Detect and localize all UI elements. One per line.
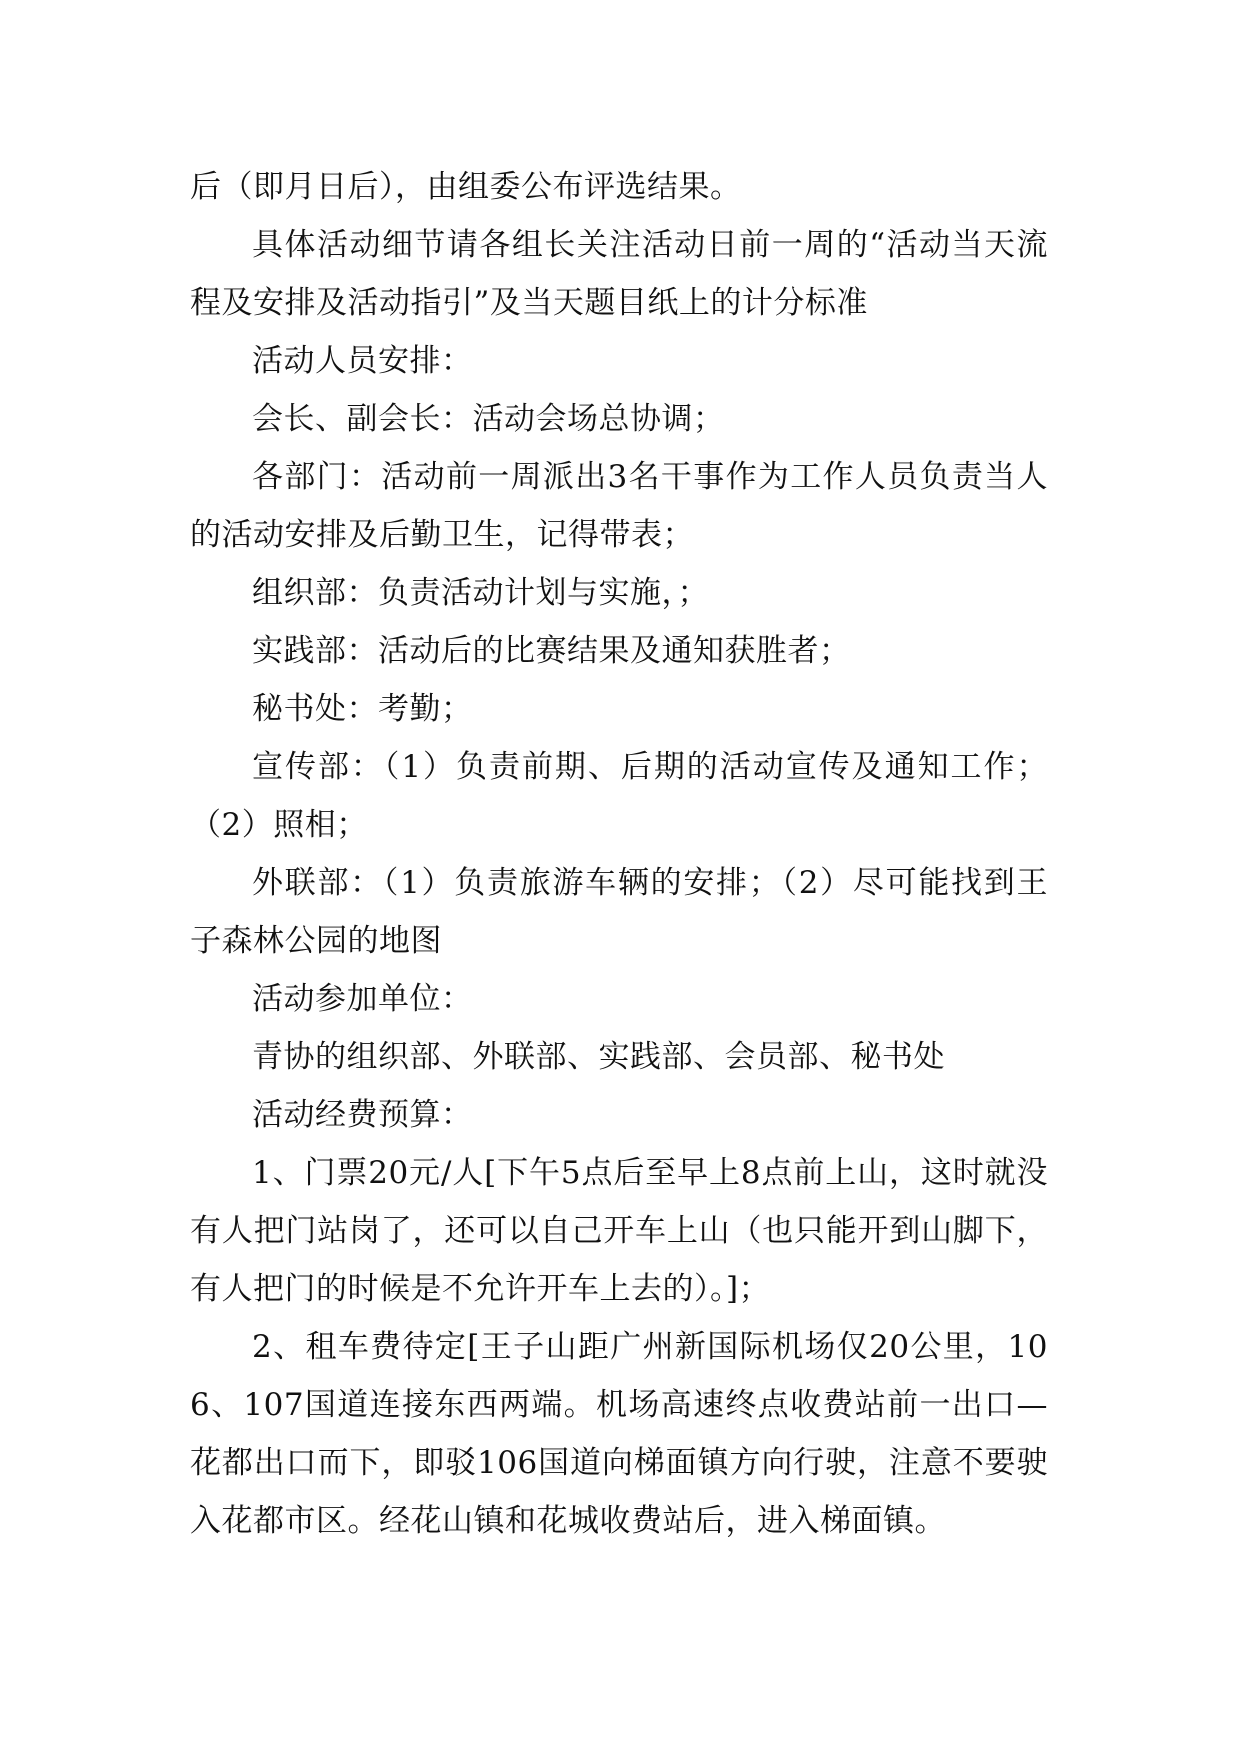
paragraph-participating-units: 青协的组织部、外联部、实践部、会员部、秘书处 <box>252 1039 945 1075</box>
heading-participating-units: 活动参加单位： <box>252 981 473 1017</box>
paragraph-activity-details: 具体活动细节请各组长关注活动日前一周的“活动当天流程及安排及活动指引”及当天题目纸上的计分标准 <box>190 227 1048 321</box>
paragraph-publicity-dept: 宣传部：（1）负责前期、后期的活动宣传及通知工作；（2）照相； <box>190 749 1048 843</box>
paragraph-practice-dept: 实践部：活动后的比赛结果及通知获胜者； <box>252 633 851 669</box>
document-body <box>190 158 1048 1550</box>
paragraph-external-relations-dept: 外联部：（1）负责旅游车辆的安排；（2）尽可能找到王子森林公园的地图 <box>190 865 1048 959</box>
heading-staff-arrangement: 活动人员安排： <box>252 343 473 379</box>
paragraph-departments-role: 各部门：活动前一周派出3名干事作为工作人员负责当人的活动安排及后勤卫生，记得带表； <box>190 459 1048 553</box>
paragraph-organization-dept: 组织部：负责活动计划与实施，； <box>252 575 709 611</box>
paragraph-president-role: 会长、副会长：活动会场总协调； <box>252 401 725 437</box>
paragraph-results-announcement: 后（即月日后），由组委公布评选结果。 <box>190 169 742 205</box>
paragraph-budget-rental: 2、租车费待定[王子山距广州新国际机场仅20公里，106、107国道连接东西两端。机场高速终点收费站前一出口—花都出口而下，即驳106国道向梯面镇方向行驶，注意不要驶入花都市区。经花山镇和花城收费站后，进入梯面镇。 <box>190 1329 1048 1539</box>
paragraph-secretariat: 秘书处：考勤； <box>252 691 473 727</box>
paragraph-budget-ticket: 1、门票20元/人[下午5点后至早上8点前上山，这时就没有人把门站岗了，还可以自己开车上山（也只能开到山脚下，有人把门的时候是不允许开车上去的）。]； <box>190 1155 1048 1307</box>
heading-budget: 活动经费预算： <box>252 1097 473 1133</box>
